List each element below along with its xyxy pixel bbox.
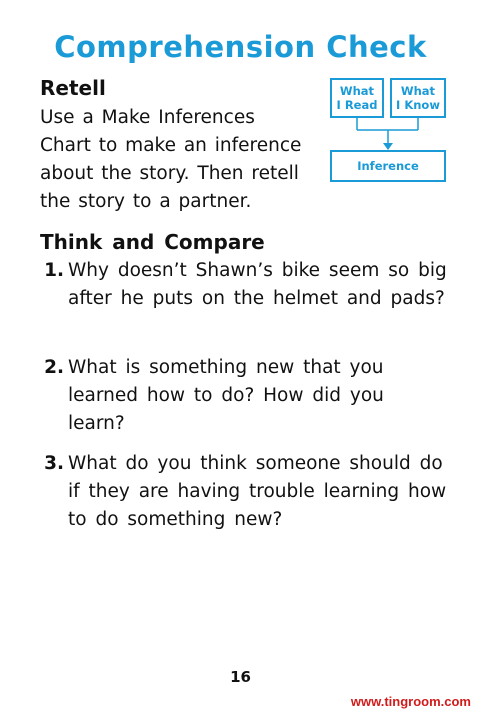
chart-box-inference: Inference	[330, 150, 446, 182]
chart-box-label: What	[339, 84, 375, 98]
chart-box-label: I Know	[396, 98, 440, 112]
retell-heading: Retell	[40, 76, 106, 100]
chart-box-what-i-read	[330, 78, 384, 118]
page-title: Comprehension Check	[54, 30, 427, 64]
arrow-down-icon	[383, 143, 393, 150]
page-number: 16	[230, 668, 251, 686]
question-number: 2.	[44, 357, 64, 378]
question-text: Why doesn’t Shawn’s bike seem so big after he puts on the helmet and pads?	[68, 260, 447, 309]
chart-box-what-i-know	[390, 78, 446, 118]
watermark: www.tingroom.com	[350, 694, 471, 709]
question-number: 1.	[44, 260, 64, 281]
chart-box-label: I Read	[336, 98, 378, 112]
chart-box-label: What	[400, 84, 436, 98]
retell-instructions: Use a Make Inferences Chart to make an inference about the story. Then retell the story to a partner.	[40, 107, 302, 212]
make-inferences-chart	[330, 78, 446, 184]
question-number: 3.	[44, 453, 64, 474]
question-text: What is something new that you learned how to do? How did you learn?	[68, 357, 384, 434]
question-text: What do you think someone should do if they are having trouble learning how to do something new?	[68, 453, 447, 530]
think-compare-heading: Think and Compare	[40, 230, 265, 254]
